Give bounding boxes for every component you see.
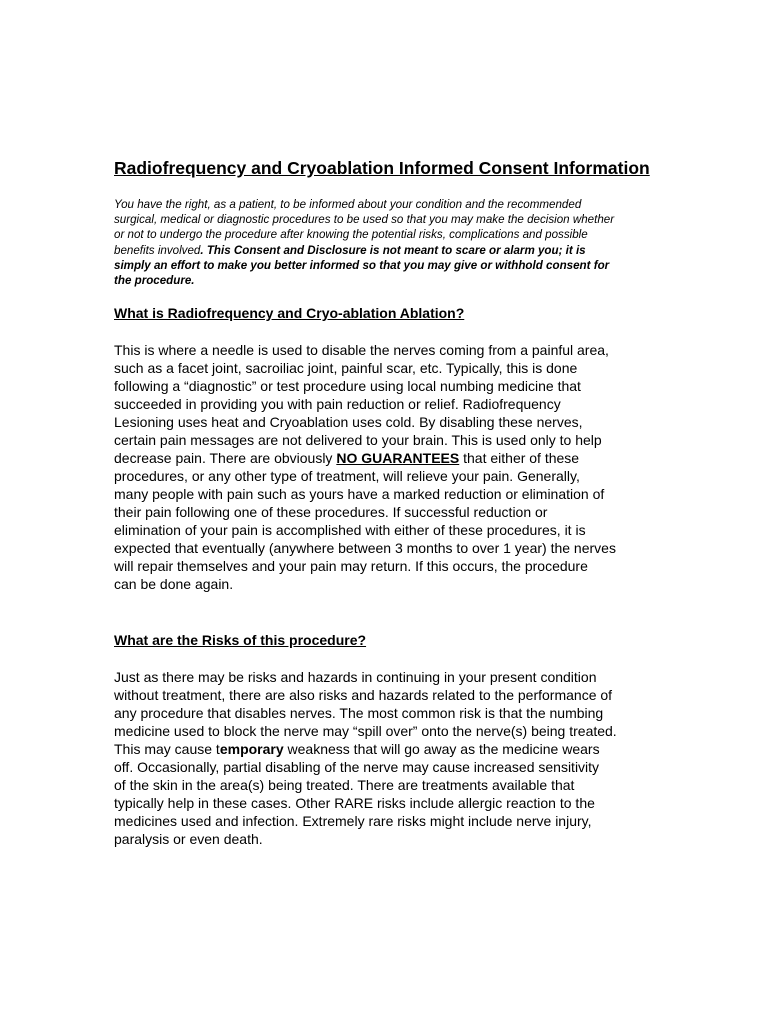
section-paragraph-what-is: [114, 341, 662, 593]
paragraph-line: This is where a needle is used to disable the nerves coming from a painful area,: [114, 342, 609, 358]
section-heading-what-is: What is Radiofrequency and Cryo-ablation Ablation?: [114, 305, 465, 321]
intro-bold-fragment: . This Consent and Disclosure is not meant to scare or alarm you; it is: [200, 243, 586, 257]
paragraph-line: typically help in these cases. Other RARE risks include allergic reaction to the: [114, 795, 595, 811]
paragraph-line: expected that eventually (anywhere between 3 months to over 1 year) the nerves: [114, 540, 616, 556]
line-fragment: decrease pain. There are obviously: [114, 450, 337, 466]
no-guarantees-emphasis: NO GUARANTEES: [336, 450, 460, 466]
paragraph-line: without treatment, there are also risks and hazards related to the performance of: [114, 687, 613, 703]
paragraph-line: procedures, or any other type of treatment, will relieve your pain. Generally,: [114, 468, 580, 484]
intro-line: surgical, medical or diagnostic procedures to be used so that you may make the decision whether: [114, 213, 615, 227]
intro-bold-line: simply an effort to make you better informed so that you may give or withhold consent for: [114, 258, 610, 272]
paragraph-line: paralysis or even death.: [114, 831, 263, 847]
paragraph-line: following a “diagnostic” or test procedure using local numbing medicine that: [114, 378, 581, 394]
intro-line: You have the right, as a patient, to be informed about your condition and the recommended: [114, 198, 582, 211]
paragraph-line: certain pain messages are not delivered to your brain. This is used only to help: [114, 432, 602, 448]
paragraph-line: such as a facet joint, sacroiliac joint, painful scar, etc. Typically, this is done: [114, 360, 578, 376]
temporary-emphasis: emporary: [219, 741, 284, 757]
intro-paragraph: [114, 197, 664, 288]
paragraph-line: off. Occasionally, partial disabling of the nerve may cause increased sensitivity: [114, 759, 600, 775]
paragraph-line: any procedure that disables nerves. The most common risk is that the numbing: [114, 705, 604, 721]
intro-italic-fragment: benefits involved: [114, 243, 201, 257]
paragraph-line: succeeded in providing you with pain reduction or relief. Radiofrequency: [114, 396, 561, 412]
paragraph-line: medicine used to block the nerve may “spill over” onto the nerve(s) being treated.: [114, 723, 617, 739]
line-fragment: weakness that will go away as the medicine wears: [283, 741, 600, 757]
line-fragment: This may cause t: [114, 741, 220, 757]
section-paragraph-risks: [114, 668, 662, 848]
intro-bold-line: the procedure.: [114, 274, 195, 288]
paragraph-line-mixed: [114, 449, 662, 467]
paragraph-line: Just as there may be risks and hazards in continuing in your present condition: [114, 669, 597, 685]
paragraph-line: will repair themselves and your pain may return. If this occurs, the procedure: [114, 558, 588, 574]
paragraph-line: Lesioning uses heat and Cryoablation uses cold. By disabling these nerves,: [114, 414, 583, 430]
paragraph-line: of the skin in the area(s) being treated. There are treatments available that: [114, 777, 575, 793]
paragraph-line: can be done again.: [114, 576, 234, 592]
document-title: Radiofrequency and Cryoablation Informed Consent Information: [114, 158, 650, 178]
paragraph-line: elimination of your pain is accomplished with either of these procedures, it is: [114, 522, 586, 538]
paragraph-line: many people with pain such as yours have a marked reduction or elimination of: [114, 486, 605, 502]
intro-line-mixed: [114, 243, 664, 258]
section-heading-risks: What are the Risks of this procedure?: [114, 632, 367, 648]
line-fragment: that either of these: [459, 450, 580, 466]
paragraph-line: medicines used and infection. Extremely rare risks might include nerve injury,: [114, 813, 592, 829]
paragraph-line: their pain following one of these procedures. If successful reduction or: [114, 504, 548, 520]
paragraph-line-mixed: [114, 740, 662, 758]
intro-line: or not to undergo the procedure after knowing the potential risks, complications and possible: [114, 228, 588, 242]
